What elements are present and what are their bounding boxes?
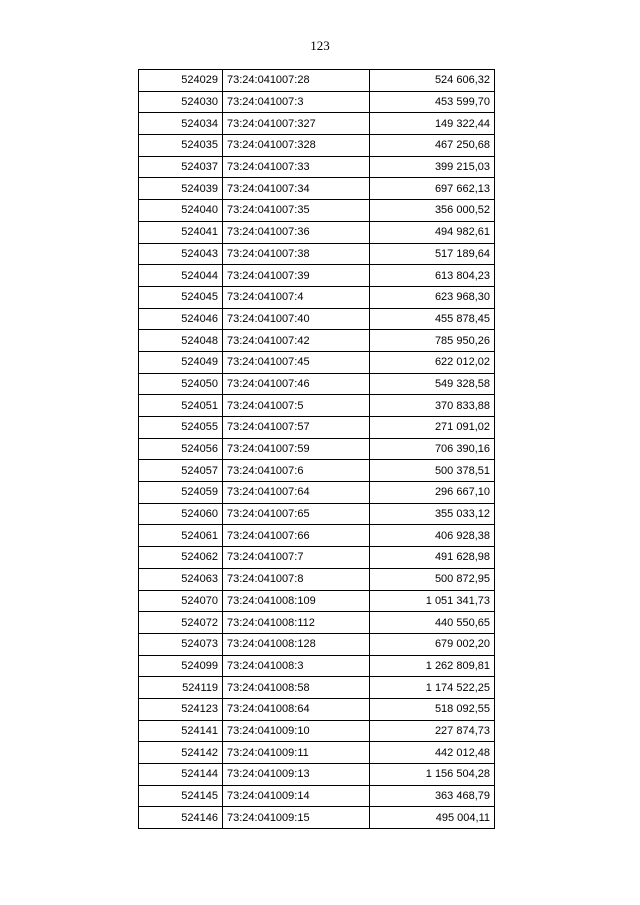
cadastral-value-cell: 355 033,12 [370,503,495,525]
table-row [139,373,495,395]
cadastral-number-cell: 73:24:041008:64 [223,698,370,720]
table-row [139,286,495,308]
table-row [139,91,495,113]
record-id-cell: 524062 [139,547,223,569]
table-row [139,178,495,200]
record-id-cell: 524063 [139,568,223,590]
table-row [139,70,495,92]
cadastral-value-cell: 500 872,95 [370,568,495,590]
cadastral-value-cell: 406 928,38 [370,525,495,547]
record-id-cell: 524043 [139,243,223,265]
cadastral-value-cell: 500 378,51 [370,460,495,482]
record-id-cell: 524072 [139,612,223,634]
cadastral-number-cell: 73:24:041007:3 [223,91,370,113]
cadastral-number-cell: 73:24:041007:65 [223,503,370,525]
table-row [139,395,495,417]
registry-table [138,69,495,829]
table-row [139,677,495,699]
cadastral-number-cell: 73:24:041007:328 [223,135,370,157]
record-id-cell: 524145 [139,785,223,807]
record-id-cell: 524057 [139,460,223,482]
cadastral-number-cell: 73:24:041007:327 [223,113,370,135]
cadastral-value-cell: 697 662,13 [370,178,495,200]
table-row [139,785,495,807]
cadastral-number-cell: 73:24:041007:39 [223,265,370,287]
record-id-cell: 524049 [139,351,223,373]
record-id-cell: 524030 [139,91,223,113]
cadastral-value-cell: 785 950,26 [370,330,495,352]
cadastral-value-cell: 455 878,45 [370,308,495,330]
cadastral-value-cell: 1 174 522,25 [370,677,495,699]
record-id-cell: 524123 [139,698,223,720]
cadastral-value-cell: 623 968,30 [370,286,495,308]
cadastral-number-cell: 73:24:041007:59 [223,438,370,460]
table-row [139,612,495,634]
cadastral-number-cell: 73:24:041007:46 [223,373,370,395]
cadastral-value-cell: 363 468,79 [370,785,495,807]
table-row [139,221,495,243]
record-id-cell: 524060 [139,503,223,525]
cadastral-value-cell: 149 322,44 [370,113,495,135]
cadastral-number-cell: 73:24:041007:7 [223,547,370,569]
cadastral-value-cell: 453 599,70 [370,91,495,113]
cadastral-number-cell: 73:24:041009:14 [223,785,370,807]
cadastral-number-cell: 73:24:041009:15 [223,807,370,829]
cadastral-number-cell: 73:24:041009:11 [223,742,370,764]
cadastral-value-cell: 1 156 504,28 [370,764,495,786]
table-row [139,633,495,655]
cadastral-number-cell: 73:24:041008:128 [223,633,370,655]
cadastral-number-cell: 73:24:041008:109 [223,590,370,612]
table-row [139,525,495,547]
table-row [139,135,495,157]
cadastral-value-cell: 518 092,55 [370,698,495,720]
cadastral-number-cell: 73:24:041007:5 [223,395,370,417]
record-id-cell: 524099 [139,655,223,677]
cadastral-value-cell: 706 390,16 [370,438,495,460]
cadastral-number-cell: 73:24:041007:34 [223,178,370,200]
table-row [139,764,495,786]
table-row [139,308,495,330]
record-id-cell: 524048 [139,330,223,352]
table-row [139,200,495,222]
cadastral-value-cell: 442 012,48 [370,742,495,764]
record-id-cell: 524070 [139,590,223,612]
cadastral-value-cell: 613 804,23 [370,265,495,287]
cadastral-number-cell: 73:24:041007:28 [223,70,370,92]
record-id-cell: 524045 [139,286,223,308]
record-id-cell: 524142 [139,742,223,764]
table-body [139,70,495,829]
table-row [139,742,495,764]
cadastral-number-cell: 73:24:041007:33 [223,156,370,178]
table-row [139,720,495,742]
table-row [139,482,495,504]
cadastral-number-cell: 73:24:041009:13 [223,764,370,786]
table-row [139,655,495,677]
record-id-cell: 524051 [139,395,223,417]
record-id-cell: 524037 [139,156,223,178]
cadastral-value-cell: 491 628,98 [370,547,495,569]
record-id-cell: 524056 [139,438,223,460]
table-row [139,351,495,373]
cadastral-number-cell: 73:24:041007:35 [223,200,370,222]
record-id-cell: 524035 [139,135,223,157]
record-id-cell: 524034 [139,113,223,135]
table-row [139,330,495,352]
table-row [139,568,495,590]
record-id-cell: 524055 [139,417,223,439]
table-row [139,503,495,525]
record-id-cell: 524146 [139,807,223,829]
cadastral-value-cell: 271 091,02 [370,417,495,439]
table-row [139,156,495,178]
record-id-cell: 524059 [139,482,223,504]
record-id-cell: 524141 [139,720,223,742]
cadastral-value-cell: 467 250,68 [370,135,495,157]
cadastral-value-cell: 370 833,88 [370,395,495,417]
record-id-cell: 524040 [139,200,223,222]
cadastral-value-cell: 356 000,52 [370,200,495,222]
table-row [139,698,495,720]
table-row [139,438,495,460]
table-row [139,417,495,439]
cadastral-number-cell: 73:24:041009:10 [223,720,370,742]
record-id-cell: 524119 [139,677,223,699]
record-id-cell: 524073 [139,633,223,655]
table-row [139,807,495,829]
cadastral-value-cell: 1 051 341,73 [370,590,495,612]
cadastral-number-cell: 73:24:041008:112 [223,612,370,634]
table-row [139,460,495,482]
record-id-cell: 524041 [139,221,223,243]
record-id-cell: 524050 [139,373,223,395]
cadastral-number-cell: 73:24:041007:38 [223,243,370,265]
cadastral-value-cell: 549 328,58 [370,373,495,395]
record-id-cell: 524039 [139,178,223,200]
cadastral-value-cell: 227 874,73 [370,720,495,742]
cadastral-number-cell: 73:24:041007:66 [223,525,370,547]
record-id-cell: 524144 [139,764,223,786]
cadastral-number-cell: 73:24:041008:3 [223,655,370,677]
cadastral-value-cell: 399 215,03 [370,156,495,178]
table-row [139,547,495,569]
record-id-cell: 524061 [139,525,223,547]
cadastral-number-cell: 73:24:041008:58 [223,677,370,699]
table-row [139,113,495,135]
cadastral-number-cell: 73:24:041007:36 [223,221,370,243]
record-id-cell: 524029 [139,70,223,92]
cadastral-value-cell: 440 550,65 [370,612,495,634]
table-row [139,590,495,612]
cadastral-number-cell: 73:24:041007:40 [223,308,370,330]
cadastral-value-cell: 296 667,10 [370,482,495,504]
cadastral-value-cell: 524 606,32 [370,70,495,92]
cadastral-value-cell: 679 002,20 [370,633,495,655]
cadastral-value-cell: 517 189,64 [370,243,495,265]
cadastral-number-cell: 73:24:041007:45 [223,351,370,373]
record-id-cell: 524044 [139,265,223,287]
page-number: 123 [310,38,330,53]
table-row [139,265,495,287]
cadastral-number-cell: 73:24:041007:8 [223,568,370,590]
cadastral-number-cell: 73:24:041007:64 [223,482,370,504]
cadastral-value-cell: 1 262 809,81 [370,655,495,677]
record-id-cell: 524046 [139,308,223,330]
cadastral-value-cell: 495 004,11 [370,807,495,829]
table-row [139,243,495,265]
cadastral-number-cell: 73:24:041007:6 [223,460,370,482]
cadastral-number-cell: 73:24:041007:42 [223,330,370,352]
cadastral-number-cell: 73:24:041007:4 [223,286,370,308]
cadastral-number-cell: 73:24:041007:57 [223,417,370,439]
cadastral-value-cell: 494 982,61 [370,221,495,243]
cadastral-value-cell: 622 012,02 [370,351,495,373]
